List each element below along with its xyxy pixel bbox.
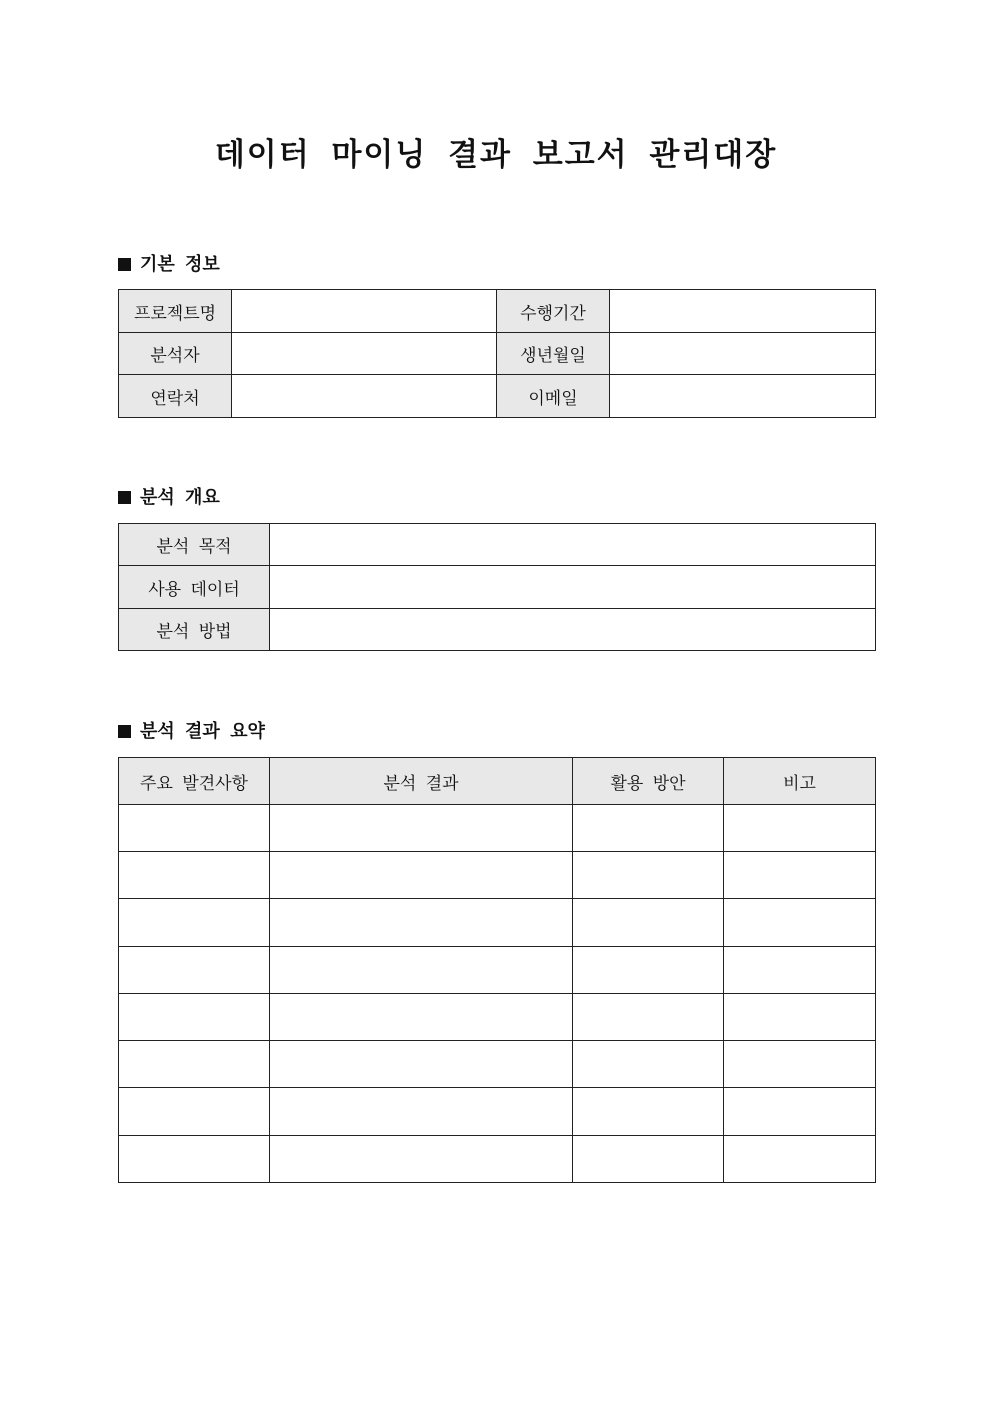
findings-cell[interactable] xyxy=(119,1041,270,1088)
remarks-cell[interactable] xyxy=(724,899,876,947)
findings-cell[interactable] xyxy=(119,947,270,994)
section-heading-text: 분석 개요 xyxy=(140,487,220,508)
result-cell[interactable] xyxy=(270,1041,573,1088)
result-cell[interactable] xyxy=(270,805,573,852)
table-row xyxy=(119,1088,876,1136)
usage-cell[interactable] xyxy=(573,805,724,852)
column-header-remarks: 비고 xyxy=(724,758,876,805)
usage-cell[interactable] xyxy=(573,899,724,947)
usage-cell[interactable] xyxy=(573,1136,724,1183)
findings-cell[interactable] xyxy=(119,1088,270,1136)
table-row xyxy=(119,1041,876,1088)
table-row xyxy=(119,566,876,609)
findings-cell[interactable] xyxy=(119,805,270,852)
usage-cell[interactable] xyxy=(573,994,724,1041)
table-row xyxy=(119,375,876,418)
findings-cell[interactable] xyxy=(119,1136,270,1183)
period-label: 수행기간 xyxy=(497,290,610,333)
section-heading-text: 분석 결과 요약 xyxy=(140,721,265,742)
table-row xyxy=(119,805,876,852)
column-header-result: 분석 결과 xyxy=(270,758,573,805)
result-cell[interactable] xyxy=(270,947,573,994)
remarks-cell[interactable] xyxy=(724,994,876,1041)
analyst-label: 분석자 xyxy=(119,333,232,375)
data-used-label: 사용 데이터 xyxy=(119,566,270,609)
remarks-cell[interactable] xyxy=(724,1088,876,1136)
square-bullet-icon xyxy=(118,491,131,504)
remarks-cell[interactable] xyxy=(724,1041,876,1088)
table-row xyxy=(119,947,876,994)
period-field[interactable] xyxy=(610,290,876,333)
results-table xyxy=(118,757,876,1183)
purpose-label: 분석 목적 xyxy=(119,524,270,566)
section-heading-basic-info xyxy=(118,253,220,277)
purpose-field[interactable] xyxy=(270,524,876,566)
result-cell[interactable] xyxy=(270,994,573,1041)
remarks-cell[interactable] xyxy=(724,1136,876,1183)
section-heading-overview xyxy=(118,486,220,510)
findings-cell[interactable] xyxy=(119,994,270,1041)
overview-table xyxy=(118,523,876,651)
usage-cell[interactable] xyxy=(573,852,724,899)
remarks-cell[interactable] xyxy=(724,852,876,899)
column-header-findings: 주요 발견사항 xyxy=(119,758,270,805)
analyst-field[interactable] xyxy=(232,333,497,375)
result-cell[interactable] xyxy=(270,1088,573,1136)
contact-field[interactable] xyxy=(232,375,497,418)
data-used-field[interactable] xyxy=(270,566,876,609)
section-heading-text: 기본 정보 xyxy=(140,254,220,275)
usage-cell[interactable] xyxy=(573,1041,724,1088)
email-label: 이메일 xyxy=(497,375,610,418)
usage-cell[interactable] xyxy=(573,1088,724,1136)
table-row xyxy=(119,899,876,947)
result-cell[interactable] xyxy=(270,1136,573,1183)
section-heading-results xyxy=(118,720,265,744)
table-header-row xyxy=(119,758,876,805)
result-cell[interactable] xyxy=(270,852,573,899)
method-field[interactable] xyxy=(270,609,876,651)
basic-info-table xyxy=(118,289,876,418)
table-row xyxy=(119,852,876,899)
remarks-cell[interactable] xyxy=(724,947,876,994)
table-row xyxy=(119,524,876,566)
contact-label: 연락처 xyxy=(119,375,232,418)
findings-cell[interactable] xyxy=(119,899,270,947)
table-row xyxy=(119,994,876,1041)
project-name-label: 프로젝트명 xyxy=(119,290,232,333)
table-row xyxy=(119,290,876,333)
birthdate-label: 생년월일 xyxy=(497,333,610,375)
column-header-usage: 활용 방안 xyxy=(573,758,724,805)
result-cell[interactable] xyxy=(270,899,573,947)
table-row xyxy=(119,1136,876,1183)
table-row xyxy=(119,333,876,375)
birthdate-field[interactable] xyxy=(610,333,876,375)
document-title: 데이터 마이닝 결과 보고서 관리대장 xyxy=(214,137,778,173)
usage-cell[interactable] xyxy=(573,947,724,994)
square-bullet-icon xyxy=(118,725,131,738)
project-name-field[interactable] xyxy=(232,290,497,333)
method-label: 분석 방법 xyxy=(119,609,270,651)
email-field[interactable] xyxy=(610,375,876,418)
table-row xyxy=(119,609,876,651)
findings-cell[interactable] xyxy=(119,852,270,899)
remarks-cell[interactable] xyxy=(724,805,876,852)
square-bullet-icon xyxy=(118,258,131,271)
